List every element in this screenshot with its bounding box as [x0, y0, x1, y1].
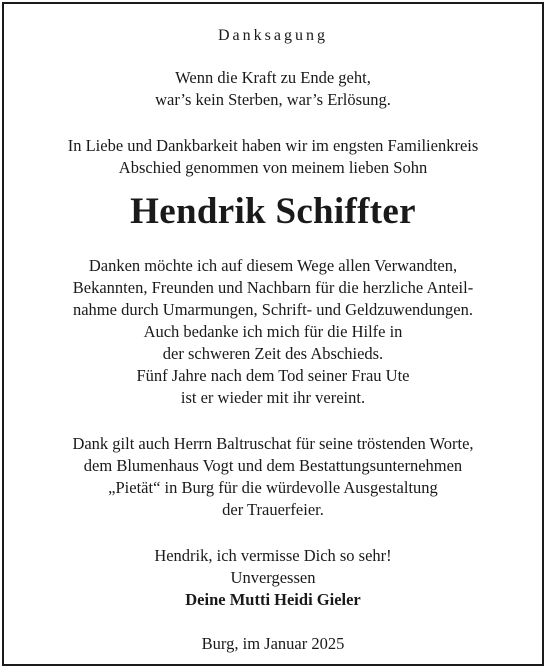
- closing-line-2: Unvergessen: [230, 568, 316, 587]
- thanks-line-1: Danken möchte ich auf diesem Wege allen Verwandten,: [88, 256, 458, 275]
- intro-line-1: In Liebe und Dankbarkeit haben wir im engsten Familienkreis: [67, 136, 479, 155]
- acknowledgement-line-1: Dank gilt auch Herrn Baltruschat für seine tröstenden Worte,: [72, 434, 474, 453]
- acknowledgement-line-2: dem Blumenhaus Vogt und dem Bestattungsunternehmen: [83, 456, 463, 475]
- intro-line-2: Abschied genommen von meinem lieben Sohn: [118, 158, 428, 177]
- thanks-line-5: der schweren Zeit des Abschieds.: [162, 344, 384, 363]
- signature: Deine Mutti Heidi Gieler: [185, 590, 361, 609]
- obituary-notice: [2, 2, 544, 666]
- deceased-name: Hendrik Schiffter: [130, 191, 416, 232]
- place-date: Burg, im Januar 2025: [201, 634, 345, 653]
- thanks-line-2: Bekannten, Freunden und Nachbarn für die herzliche Anteil-: [72, 278, 474, 297]
- closing-line-1: Hendrik, ich vermisse Dich so sehr!: [154, 546, 392, 565]
- verse-line-1: Wenn die Kraft zu Ende geht,: [175, 68, 371, 87]
- verse-line-2: war’s kein Sterben, war’s Erlösung.: [155, 90, 391, 109]
- acknowledgement-line-3: „Pietät“ in Burg für die würdevolle Ausgestaltung: [108, 478, 438, 497]
- acknowledgement-line-4: der Trauerfeier.: [222, 500, 324, 519]
- thanks-line-6: Fünf Jahre nach dem Tod seiner Frau Ute: [136, 366, 410, 385]
- thanks-line-3: nahme durch Umarmungen, Schrift- und Geldzuwendungen.: [72, 300, 473, 319]
- thanks-line-4: Auch bedanke ich mich für die Hilfe in: [143, 322, 403, 341]
- thanks-line-7: ist er wieder mit ihr vereint.: [180, 388, 366, 407]
- notice-heading: Danksagung: [218, 27, 328, 44]
